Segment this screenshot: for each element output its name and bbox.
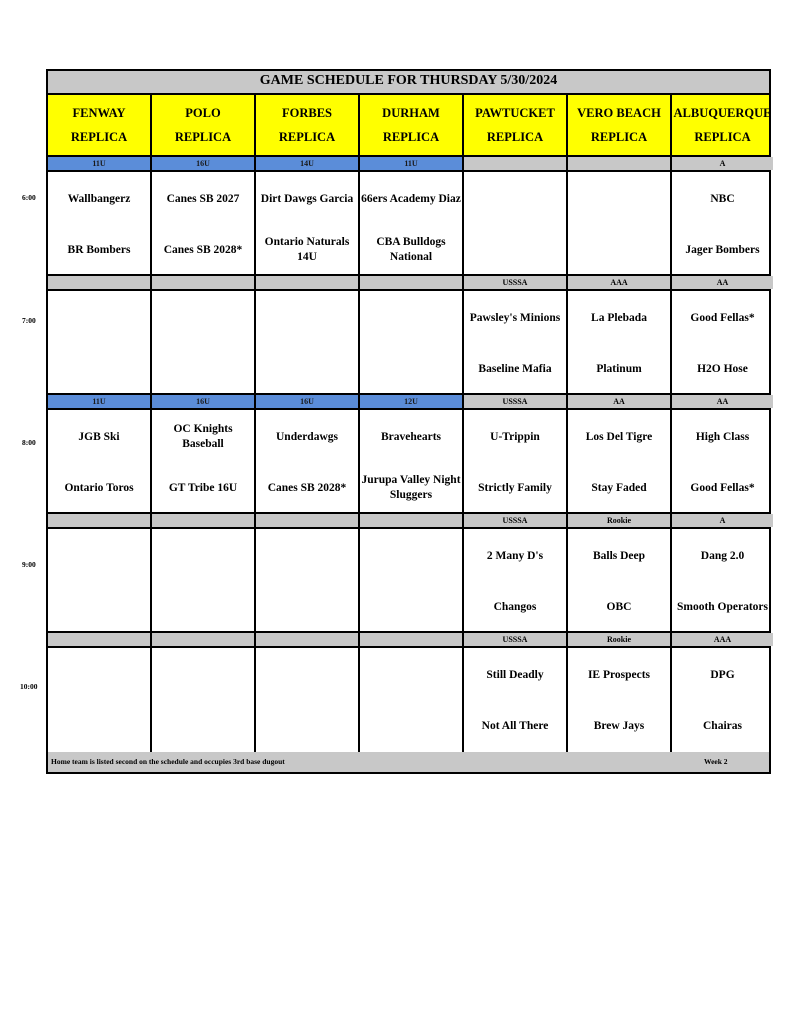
visiting-team: High Class <box>695 430 750 443</box>
field-header-durham <box>360 95 464 155</box>
visiting-team <box>360 295 462 341</box>
visiting-team: Underdawgs <box>276 430 338 443</box>
game-cell <box>152 291 256 393</box>
field-header-pawtucket <box>464 95 568 155</box>
game-cell <box>672 648 773 752</box>
game-cell <box>568 410 672 512</box>
division-cell: USSSA <box>464 514 568 527</box>
visiting-team: 2 Many D's <box>486 549 544 562</box>
field-name: POLO <box>185 105 221 120</box>
division-cell: Rookie <box>568 633 672 646</box>
visiting-team: Wallbangerz <box>67 192 131 205</box>
visiting-team: NBC <box>710 192 735 205</box>
footer-note: Home team is listed second on the schedule and occupies 3rd base dugout <box>51 757 285 766</box>
division-cell <box>256 633 360 646</box>
field-name: PAWTUCKET <box>475 105 555 120</box>
home-team <box>48 702 150 750</box>
time-label: 10:00 <box>20 682 38 691</box>
visiting-team: Still Deadly <box>486 668 544 681</box>
division-cell <box>152 514 256 527</box>
division-cell: 16U <box>256 395 360 408</box>
field-sub: REPLICA <box>382 129 440 144</box>
week-label: Week 2 <box>704 757 728 766</box>
game-cell <box>152 648 256 752</box>
division-cell: 12U <box>360 395 464 408</box>
home-team: Smooth Operators <box>676 600 769 613</box>
division-cell <box>256 514 360 527</box>
game-cell <box>152 529 256 631</box>
game-cell <box>256 291 360 393</box>
home-team <box>152 583 254 631</box>
game-slot-row <box>48 410 769 514</box>
visiting-team: Pawsley's Minions <box>469 311 561 324</box>
home-team: Jager Bombers <box>685 243 760 256</box>
visiting-team <box>360 533 462 579</box>
game-cell <box>360 291 464 393</box>
game-cell <box>360 648 464 752</box>
game-cell <box>568 648 672 752</box>
home-team: Not All There <box>481 719 549 732</box>
visiting-team: Dirt Dawgs Garcia <box>260 192 354 205</box>
visiting-team <box>568 176 670 222</box>
game-slot-row <box>48 648 769 752</box>
visiting-team: Bravehearts <box>380 430 442 443</box>
home-team: Good Fellas* <box>690 481 755 494</box>
game-cell <box>464 410 568 512</box>
visiting-team <box>152 295 254 341</box>
home-team: Ontario Naturals 14U <box>264 236 350 263</box>
field-header-row <box>48 95 772 157</box>
division-cell <box>360 514 464 527</box>
game-cell <box>152 172 256 274</box>
game-cell <box>360 172 464 274</box>
game-cell <box>464 648 568 752</box>
field-header-albuquerque <box>672 95 773 155</box>
game-cell <box>672 410 773 512</box>
game-cell <box>672 529 773 631</box>
field-header-forbes <box>256 95 360 155</box>
home-team <box>152 702 254 750</box>
division-cell: 11U <box>48 395 152 408</box>
visiting-team: Dang 2.0 <box>700 549 745 562</box>
game-cell <box>464 291 568 393</box>
game-cell <box>48 648 152 752</box>
game-cell <box>568 172 672 274</box>
division-row <box>48 395 769 410</box>
home-team <box>568 226 670 274</box>
visiting-team: IE Prospects <box>587 668 651 681</box>
division-cell <box>256 276 360 289</box>
home-team <box>256 345 358 393</box>
visiting-team <box>256 533 358 579</box>
division-cell <box>360 633 464 646</box>
field-sub: REPLICA <box>694 129 751 144</box>
division-cell: AA <box>672 395 773 408</box>
visiting-team: La Plebada <box>591 311 647 324</box>
game-cell <box>256 172 360 274</box>
home-team: BR Bombers <box>67 243 131 256</box>
home-team <box>48 583 150 631</box>
game-cell <box>152 410 256 512</box>
division-cell <box>568 157 672 170</box>
schedule-table <box>46 69 771 774</box>
game-cell <box>464 529 568 631</box>
division-cell <box>360 276 464 289</box>
home-team: CBA Bulldogs National <box>376 236 446 263</box>
visiting-team: 66ers Academy Diaz <box>361 192 461 205</box>
time-label: 7:00 <box>22 316 36 325</box>
field-name: ALBUQUERQUE <box>673 105 772 120</box>
division-cell <box>48 633 152 646</box>
game-cell <box>672 172 773 274</box>
field-sub: REPLICA <box>486 129 544 144</box>
division-cell: 16U <box>152 157 256 170</box>
visiting-team <box>152 652 254 698</box>
home-team: Jurupa Valley Night Sluggers <box>361 474 461 501</box>
division-row <box>48 276 769 291</box>
visiting-team: Canes SB 2027 <box>166 192 240 205</box>
visiting-team: Good Fellas* <box>690 311 755 324</box>
game-cell <box>256 410 360 512</box>
division-row <box>48 514 769 529</box>
home-team <box>464 226 566 274</box>
visiting-team <box>256 295 358 341</box>
game-cell <box>256 648 360 752</box>
division-cell: 16U <box>152 395 256 408</box>
division-cell: USSSA <box>464 276 568 289</box>
division-cell <box>48 514 152 527</box>
game-cell <box>48 529 152 631</box>
home-team: Changos <box>493 600 537 613</box>
division-cell: Rookie <box>568 514 672 527</box>
home-team: Ontario Toros <box>64 481 134 494</box>
time-label: 6:00 <box>22 193 36 202</box>
division-cell: AA <box>672 276 773 289</box>
game-cell <box>360 529 464 631</box>
field-name: VERO BEACH <box>577 105 661 120</box>
footer-row <box>48 752 769 772</box>
division-cell: USSSA <box>464 395 568 408</box>
home-team: OBC <box>606 600 632 613</box>
division-cell: 14U <box>256 157 360 170</box>
game-cell <box>464 172 568 274</box>
visiting-team: JGB Ski <box>78 430 120 443</box>
game-slot-row <box>48 172 769 276</box>
visiting-team <box>152 533 254 579</box>
visiting-team <box>48 295 150 341</box>
visiting-team <box>48 652 150 698</box>
home-team: Brew Jays <box>593 719 645 732</box>
visiting-team: Los Del Tigre <box>585 430 653 443</box>
home-team <box>360 345 462 393</box>
division-cell: A <box>672 157 773 170</box>
title-row <box>48 71 769 95</box>
visiting-team: U-Trippin <box>490 430 540 443</box>
home-team <box>360 702 462 750</box>
division-cell <box>152 633 256 646</box>
home-team <box>152 345 254 393</box>
time-label: 9:00 <box>22 560 36 569</box>
game-cell <box>48 172 152 274</box>
division-cell: AAA <box>568 276 672 289</box>
home-team: Canes SB 2028* <box>267 481 347 494</box>
field-sub: REPLICA <box>70 129 128 144</box>
home-team: Baseline Mafia <box>478 362 552 375</box>
field-sub: REPLICA <box>278 129 336 144</box>
home-team: Strictly Family <box>478 481 552 494</box>
home-team <box>48 345 150 393</box>
field-header-polo <box>152 95 256 155</box>
home-team: Canes SB 2028* <box>163 243 243 256</box>
game-cell <box>48 410 152 512</box>
game-cell <box>360 410 464 512</box>
division-cell: AAA <box>672 633 773 646</box>
division-cell: A <box>672 514 773 527</box>
visiting-team <box>464 176 566 222</box>
game-cell <box>256 529 360 631</box>
game-slot-row <box>48 529 769 633</box>
schedule-title: GAME SCHEDULE FOR THURSDAY 5/30/2024 <box>48 71 769 93</box>
home-team: H2O Hose <box>697 362 748 375</box>
visiting-team: OC Knights Baseball <box>173 423 233 450</box>
game-slot-row <box>48 291 769 395</box>
home-team: GT Tribe 16U <box>168 481 238 494</box>
game-cell <box>568 291 672 393</box>
game-cell <box>672 291 773 393</box>
home-team: Chairas <box>703 719 742 732</box>
field-sub: REPLICA <box>590 129 648 144</box>
field-name: DURHAM <box>382 105 440 120</box>
division-cell: 11U <box>48 157 152 170</box>
visiting-team: DPG <box>710 668 735 681</box>
field-header-fenway <box>48 95 152 155</box>
home-team: Stay Faded <box>591 481 647 494</box>
home-team <box>256 702 358 750</box>
division-cell <box>48 276 152 289</box>
visiting-team: Balls Deep <box>592 549 646 562</box>
game-cell <box>48 291 152 393</box>
home-team <box>360 583 462 631</box>
field-name: FENWAY <box>72 105 126 120</box>
visiting-team <box>256 652 358 698</box>
division-cell: AA <box>568 395 672 408</box>
division-cell: 11U <box>360 157 464 170</box>
field-name: FORBES <box>281 105 332 120</box>
division-cell: USSSA <box>464 633 568 646</box>
time-label: 8:00 <box>22 438 36 447</box>
division-row <box>48 633 769 648</box>
division-cell <box>464 157 568 170</box>
visiting-team <box>48 533 150 579</box>
home-team <box>256 583 358 631</box>
division-row <box>48 157 769 172</box>
field-header-vero-beach <box>568 95 672 155</box>
home-team: Platinum <box>596 362 642 375</box>
visiting-team <box>360 652 462 698</box>
division-cell <box>152 276 256 289</box>
game-cell <box>568 529 672 631</box>
field-sub: REPLICA <box>174 129 232 144</box>
footer <box>48 752 769 772</box>
